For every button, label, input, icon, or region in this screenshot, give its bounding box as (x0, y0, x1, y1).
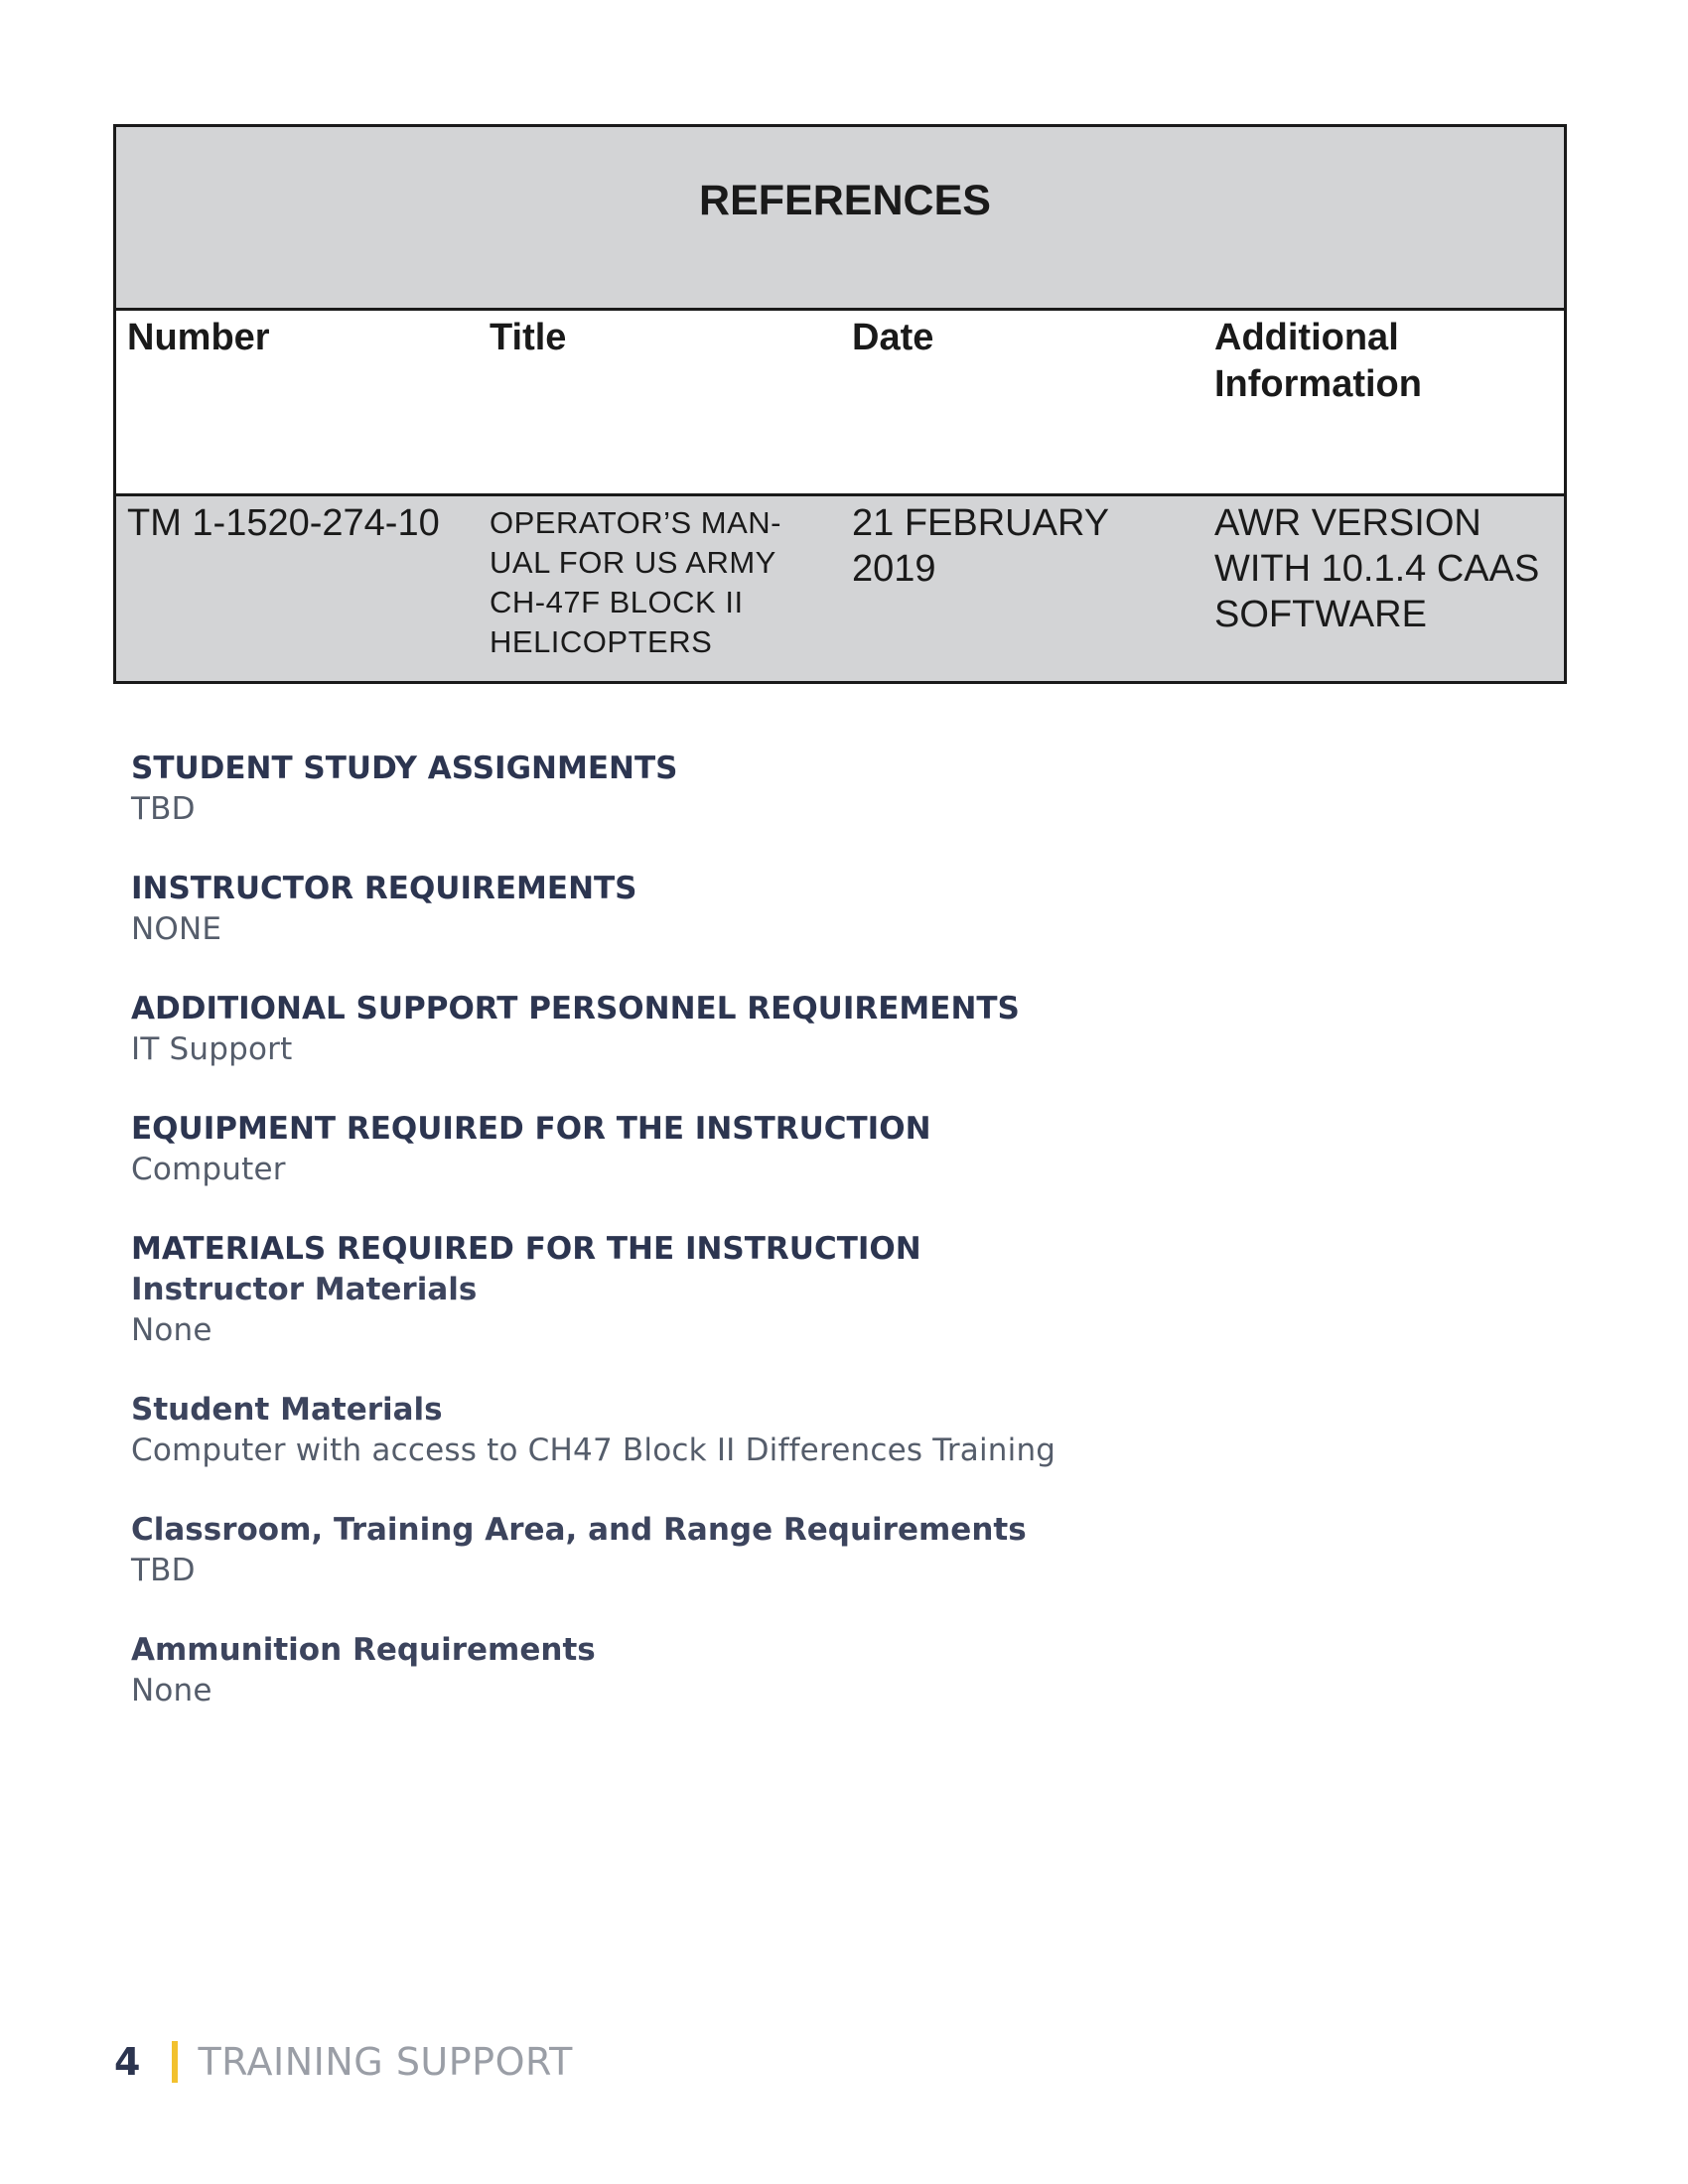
ref-date-line: 21 FEBRUARY (852, 502, 1110, 544)
support-personnel-value: IT Support (131, 1031, 293, 1067)
section-student-materials (131, 1390, 1422, 1470)
header-date-label: Date (852, 317, 934, 358)
equipment-heading: EQUIPMENT REQUIRED FOR THE INSTRUCTION (131, 1111, 931, 1147)
section-classroom (131, 1510, 1422, 1590)
ref-title-cell (479, 496, 841, 681)
ammunition-subheading: Ammunition Requirements (131, 1632, 596, 1668)
header-number-label: Number (127, 317, 270, 358)
instructor-requirements-heading: INSTRUCTOR REQUIREMENTS (131, 871, 637, 906)
header-title-label: Title (490, 317, 567, 358)
header-title (479, 311, 841, 493)
instructor-requirements-value: NONE (131, 911, 222, 947)
header-additional-line1: Additional (1214, 317, 1399, 358)
student-study-heading: STUDENT STUDY ASSIGNMENTS (131, 751, 678, 786)
ref-additional-line: AWR VERSION (1214, 502, 1481, 544)
requirements-sections (131, 749, 1422, 1750)
section-instructor-requirements (131, 869, 1422, 949)
references-title: REFERENCES (699, 177, 991, 224)
section-ammunition (131, 1630, 1422, 1710)
header-additional-line2: Information (1214, 363, 1422, 405)
ammunition-value: None (131, 1673, 212, 1708)
references-title-row (116, 127, 1564, 311)
page-number: 4 (114, 2040, 141, 2084)
header-number (116, 311, 479, 493)
instructor-materials-subheading: Instructor Materials (131, 1272, 478, 1307)
ref-additional-line: WITH 10.1.4 CAAS (1214, 548, 1540, 590)
ref-date-line: 2019 (852, 548, 936, 590)
materials-heading: MATERIALS REQUIRED FOR THE INSTRUCTION (131, 1231, 921, 1267)
section-student-study (131, 749, 1422, 829)
header-additional-information (1203, 311, 1564, 493)
references-data-row (116, 496, 1564, 681)
ref-additional-cell (1203, 496, 1564, 681)
section-materials (131, 1229, 1422, 1350)
ref-number-cell (116, 496, 479, 681)
references-table (113, 124, 1567, 684)
student-materials-subheading: Student Materials (131, 1392, 443, 1428)
instructor-materials-value: None (131, 1312, 212, 1348)
footer-section-label: TRAINING SUPPORT (198, 2040, 573, 2084)
ref-number: TM 1-1520-274-10 (127, 502, 440, 544)
ref-title-line: CH-47F BLOCK II (490, 585, 744, 619)
classroom-value: TBD (131, 1553, 196, 1588)
student-materials-value: Computer with access to CH47 Block II Differences Training (131, 1433, 1056, 1468)
ref-additional-line: SOFTWARE (1214, 594, 1427, 635)
support-personnel-heading: ADDITIONAL SUPPORT PERSONNEL REQUIREMENTS (131, 991, 1020, 1026)
section-support-personnel (131, 989, 1422, 1069)
student-study-value: TBD (131, 791, 196, 827)
section-equipment (131, 1109, 1422, 1189)
page-footer (114, 2037, 573, 2087)
classroom-subheading: Classroom, Training Area, and Range Requirements (131, 1512, 1027, 1548)
footer-divider (172, 2041, 178, 2083)
equipment-value: Computer (131, 1152, 286, 1187)
header-date (841, 311, 1203, 493)
ref-title-line: OPERATOR’S MAN- (490, 505, 781, 540)
ref-date-cell (841, 496, 1203, 681)
ref-title-line: UAL FOR US ARMY (490, 545, 776, 580)
references-header-row (116, 311, 1564, 496)
ref-title-line: HELICOPTERS (490, 624, 713, 659)
